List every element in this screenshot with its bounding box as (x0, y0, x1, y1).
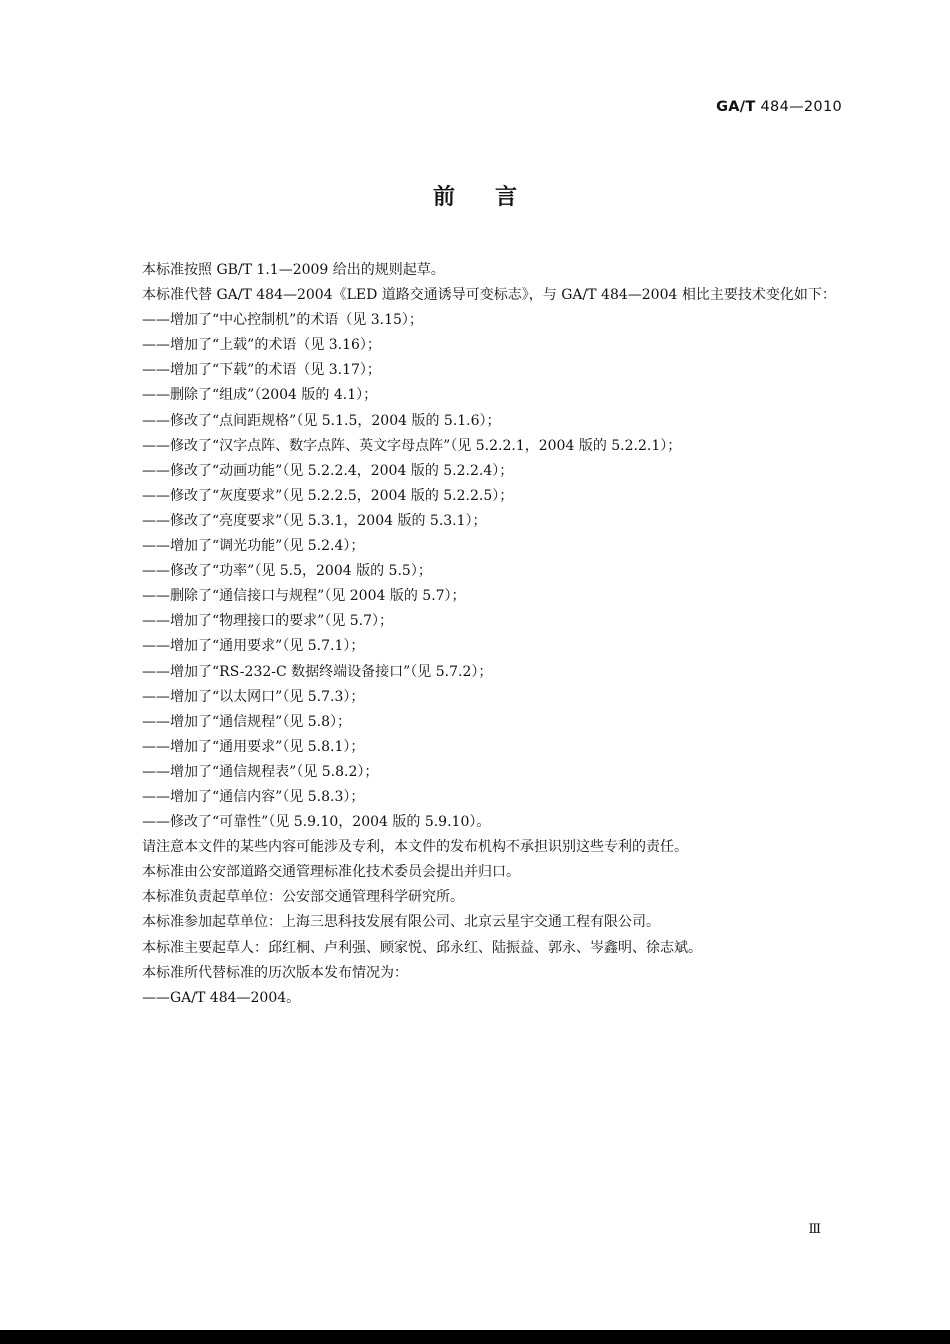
patent-notice: 请注意本文件的某些内容可能涉及专利，本文件的发布机构不承担识别这些专利的责任。 (142, 839, 688, 856)
proposer-statement: 本标准由公安部道路交通管理标准化技术委员会提出并归口。 (142, 864, 520, 881)
change-item: ——增加了“通信内容”（见 5.8.3）； (142, 788, 365, 805)
change-item: ——修改了“灰度要求”（见 5.2.2.5，2004 版的 5.2.2.5）； (142, 487, 514, 504)
change-item: ——增加了“调光功能”（见 5.2.4）； (142, 538, 365, 555)
change-item: ——增加了“通用要求”（见 5.8.1）； (142, 738, 365, 755)
change-item: ——修改了“汉字点阵、数字点阵、英文字母点阵”（见 5.2.2.1，2004 版的 5.2.2.1）； (142, 437, 682, 454)
main-drafters: 本标准主要起草人：邱红桐、卢利强、顾家悦、邱永红、陆振益、郭永、岑鑫明、徐志斌。 (142, 939, 702, 956)
participating-drafters: 本标准参加起草单位：上海三思科技发展有限公司、北京云星宇交通工程有限公司。 (142, 914, 660, 931)
standard-code (716, 99, 842, 115)
change-item: ——增加了“中心控制机”的术语（见 3.15）； (142, 312, 423, 329)
responsible-drafter: 本标准负责起草单位：公安部交通管理科学研究所。 (142, 889, 464, 906)
standard-code-number: 484—2010 (760, 99, 842, 115)
change-item: ——增加了“以太网口”（见 5.7.3）； (142, 688, 365, 705)
change-item: ——增加了“物理接口的要求”（见 5.7）； (142, 613, 394, 630)
change-item: ——增加了“下载”的术语（见 3.17）； (142, 362, 381, 379)
change-item: ——修改了“动画功能”（见 5.2.2.4，2004 版的 5.2.2.4）； (142, 462, 514, 479)
standard-code-prefix: GA/T (716, 99, 756, 115)
change-item: ——增加了“上载”的术语（见 3.16）； (142, 337, 381, 354)
history-intro: 本标准所代替标准的历次版本发布情况为： (142, 964, 408, 981)
history-item: ——GA/T 484—2004。 (142, 989, 301, 1006)
bottom-border (0, 1330, 950, 1344)
intro-paragraph: 本标准代替 GA/T 484—2004《LED 道路交通诱导可变标志》，与 GA/T 484—2004 相比主要技术变化如下： (142, 287, 836, 304)
changes-list (108, 308, 843, 835)
change-item: ——删除了“通信接口与规程”（见 2004 版的 5.7）； (142, 588, 466, 605)
change-item: ——修改了“点间距规格”（见 5.1.5，2004 版的 5.1.6）； (142, 412, 501, 429)
page-title: 前言 (432, 185, 557, 210)
change-item: ——增加了“通用要求”（见 5.7.1）； (142, 638, 365, 655)
change-item: ——修改了“亮度要求”（见 5.3.1，2004 版的 5.3.1）； (142, 512, 487, 529)
change-item: ——修改了“功率”（见 5.5，2004 版的 5.5）； (142, 563, 432, 580)
change-item: ——增加了“通信规程”（见 5.8）； (142, 713, 352, 730)
change-item: ——增加了“RS-232-C 数据终端设备接口”（见 5.7.2）； (142, 663, 493, 680)
intro-paragraph: 本标准按照 GB/T 1.1—2009 给出的规则起草。 (142, 262, 445, 278)
change-item: ——删除了“组成”（2004 版的 4.1）； (142, 387, 378, 404)
page-number: Ⅲ (808, 1222, 821, 1237)
change-item: ——修改了“可靠性”（见 5.9.10，2004 版的 5.9.10）。 (142, 814, 491, 831)
foreword-body (108, 258, 843, 1011)
change-item: ——增加了“通信规程表”（见 5.8.2）； (142, 763, 379, 780)
